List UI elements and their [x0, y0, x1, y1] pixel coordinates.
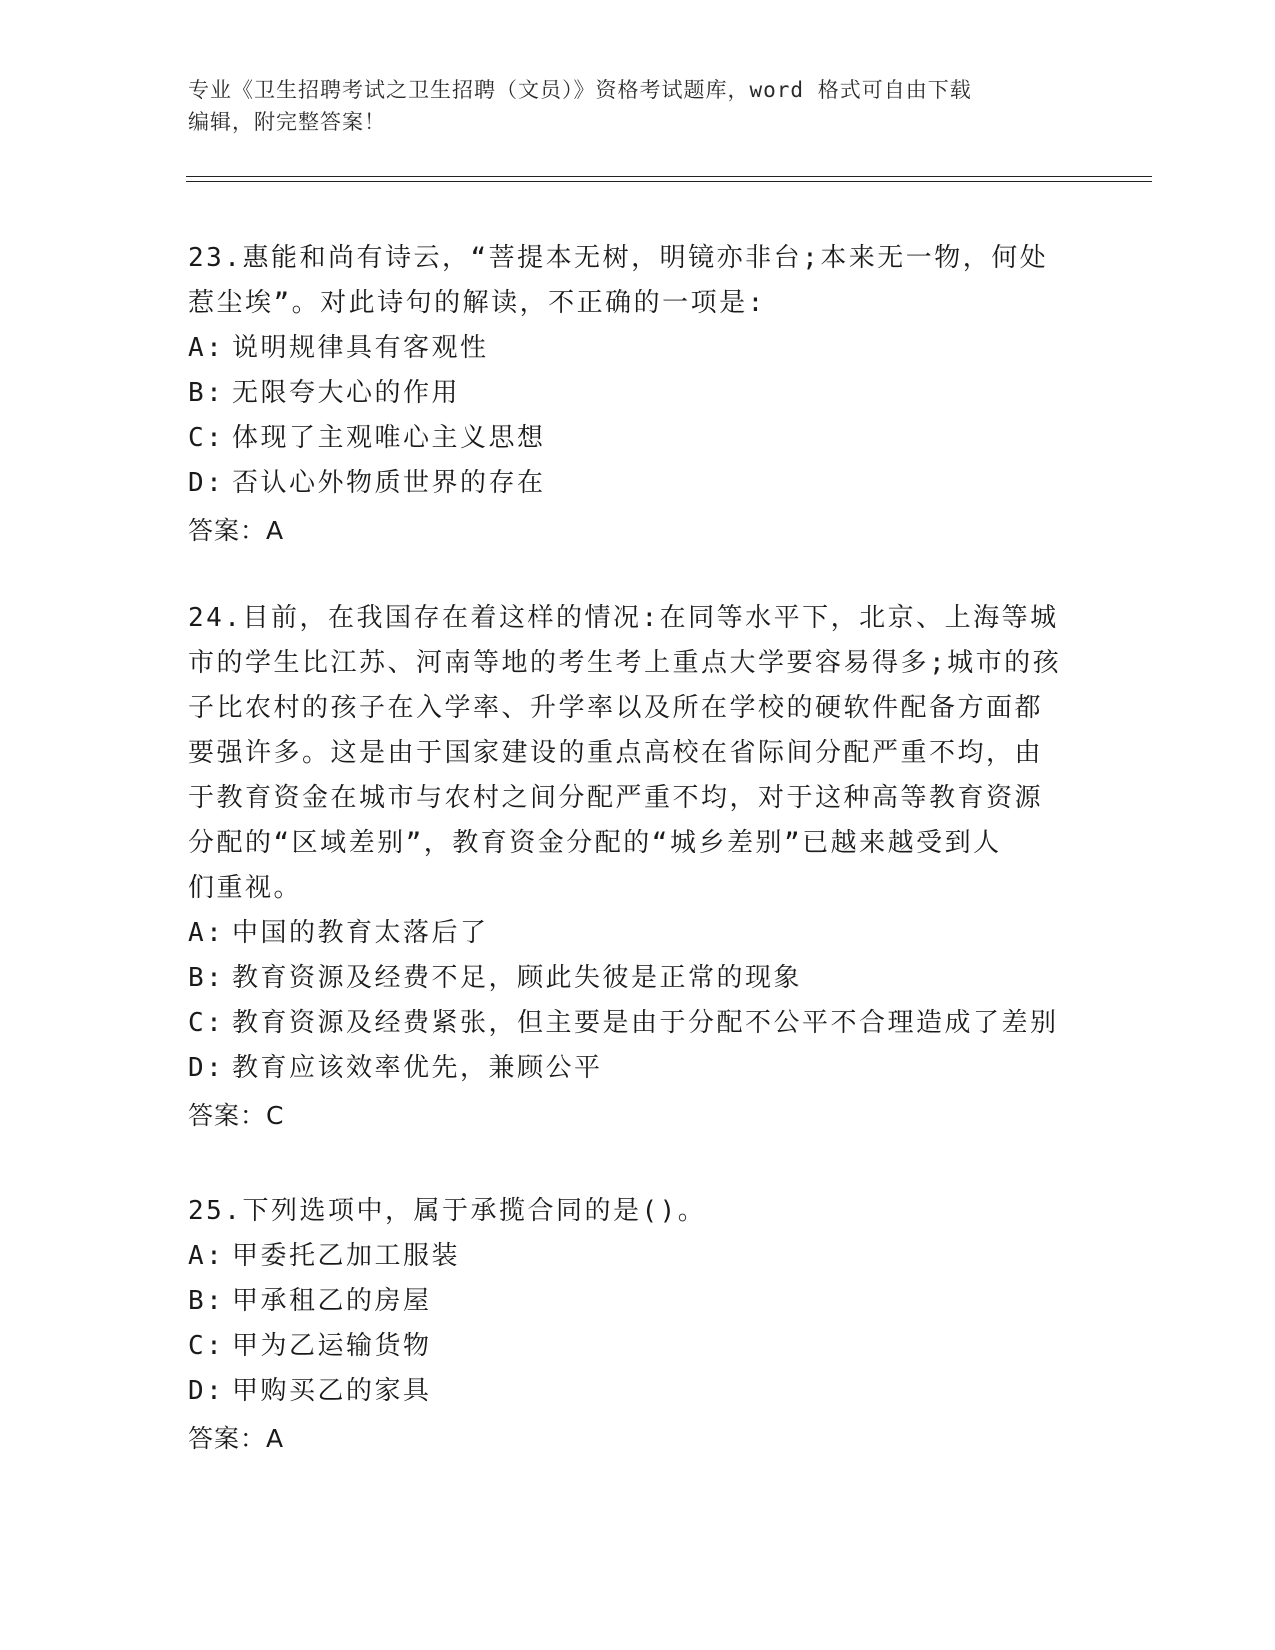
question-stem — [188, 236, 1078, 326]
option-text: 甲委托乙加工服装 — [232, 1241, 461, 1271]
option-d — [188, 1369, 1078, 1414]
option-text: 中国的教育太落后了 — [232, 918, 489, 948]
option-text: 体现了主观唯心主义思想 — [232, 423, 546, 453]
option-text: 甲购买乙的家具 — [232, 1376, 432, 1406]
stem-line: 要强许多。这是由于国家建设的重点高校在省际间分配严重不均，由 — [188, 738, 1044, 768]
option-letter: B: — [188, 1286, 225, 1316]
question-stem — [188, 1189, 1078, 1234]
option-d — [188, 461, 1078, 506]
stem-line: 分配的“区域差别”，教育资金分配的“城乡差别”已越来越受到人 — [188, 828, 1002, 858]
option-text: 教育资源及经费紧张，但主要是由于分配不公平不合理造成了差别 — [232, 1008, 1059, 1038]
document-header — [188, 74, 1068, 138]
option-letter: D: — [188, 1053, 225, 1083]
option-c — [188, 1324, 1078, 1369]
option-text: 甲承租乙的房屋 — [232, 1286, 432, 1316]
option-b — [188, 1279, 1078, 1324]
option-letter: C: — [188, 1331, 225, 1361]
header-line-2: 编辑，附完整答案！ — [188, 110, 386, 134]
header-line-1: 专业《卫生招聘考试之卫生招聘（文员）》资格考试题库，word 格式可自由下载 — [188, 78, 972, 102]
answer-line: 答案：C — [188, 1101, 285, 1130]
option-letter: A: — [188, 1241, 225, 1271]
stem-line: 市的学生比江苏、河南等地的考生考上重点大学要容易得多;城市的孩 — [188, 648, 1062, 678]
option-letter: D: — [188, 468, 225, 498]
option-b — [188, 956, 1078, 1001]
option-letter: A: — [188, 333, 225, 363]
question-stem — [188, 596, 1078, 911]
option-text: 无限夸大心的作用 — [232, 378, 461, 408]
option-a — [188, 326, 1078, 371]
option-a — [188, 911, 1078, 956]
option-text: 教育资源及经费不足，顾此失彼是正常的现象 — [232, 963, 803, 993]
stem-line: 子比农村的孩子在入学率、升学率以及所在学校的硬软件配备方面都 — [188, 693, 1044, 723]
option-c — [188, 1001, 1078, 1046]
option-text: 否认心外物质世界的存在 — [232, 468, 546, 498]
option-letter: B: — [188, 378, 225, 408]
option-letter: B: — [188, 963, 225, 993]
option-letter: C: — [188, 1008, 225, 1038]
option-letter: D: — [188, 1376, 225, 1406]
header-divider-bottom — [186, 181, 1152, 182]
stem-line: 于教育资金在城市与农村之间分配严重不均，对于这种高等教育资源 — [188, 783, 1044, 813]
answer-line: 答案：A — [188, 1424, 285, 1453]
question-block-25 — [188, 1189, 1078, 1461]
question-block-23 — [188, 236, 1078, 553]
header-divider-top — [186, 176, 1152, 177]
stem-line: 惹尘埃”。对此诗句的解读，不正确的一项是: — [188, 288, 766, 318]
stem-line: 们重视。 — [188, 873, 303, 903]
stem-line: 25.下列选项中，属于承揽合同的是()。 — [188, 1196, 707, 1226]
option-text: 甲为乙运输货物 — [232, 1331, 432, 1361]
option-text: 说明规律具有客观性 — [232, 333, 489, 363]
option-letter: A: — [188, 918, 225, 948]
option-b — [188, 371, 1078, 416]
option-letter: C: — [188, 423, 225, 453]
stem-line: 24.目前，在我国存在着这样的情况:在同等水平下，北京、上海等城 — [188, 603, 1059, 633]
question-block-24 — [188, 596, 1078, 1138]
stem-line: 23.惠能和尚有诗云，“菩提本无树，明镜亦非台;本来无一物，何处 — [188, 243, 1049, 273]
answer-line: 答案：A — [188, 516, 285, 545]
option-a — [188, 1234, 1078, 1279]
option-c — [188, 416, 1078, 461]
option-d — [188, 1046, 1078, 1091]
option-text: 教育应该效率优先，兼顾公平 — [232, 1053, 603, 1083]
